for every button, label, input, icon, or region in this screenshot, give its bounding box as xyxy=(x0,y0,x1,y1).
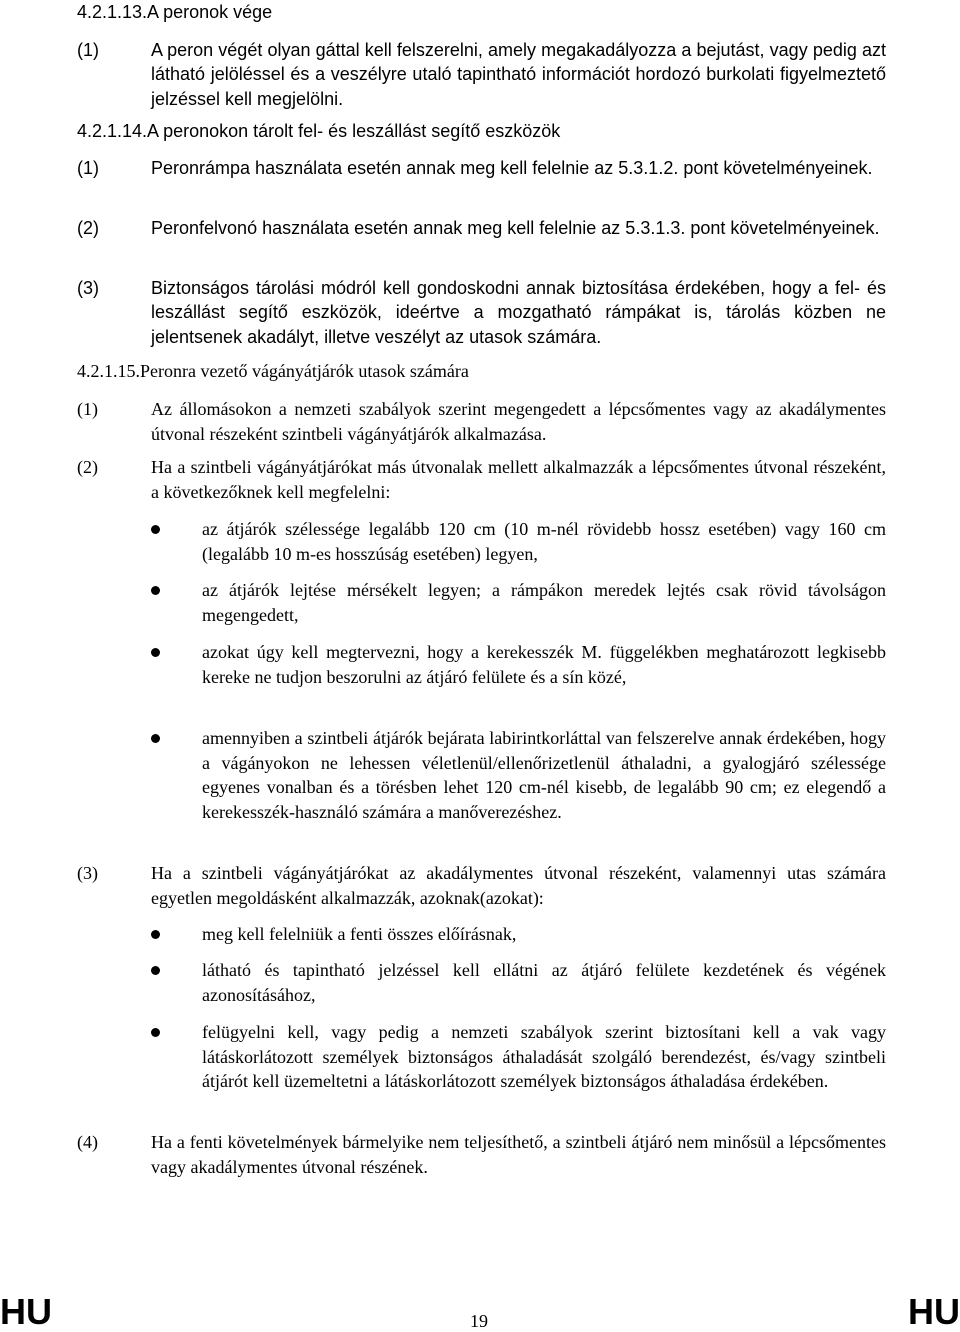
paragraph-number: (3) xyxy=(77,278,99,298)
list-item: amennyiben a szintbeli átjárók bejárata labirintkorláttal van felszerelve annak érdekében, hogy a vágányokon ne lehessen véletlenül/ellenőrizetlenül áthaladni, a gyalogjáró szélessége egyenes vonalban és a törésben lehet 120 cm-nél kisebb, de legalább 90 cm; ez elegendő a kerekesszék-használó számára a manőverezéshez. xyxy=(202,728,886,822)
bullet-icon xyxy=(151,734,160,743)
paragraph-text: Ha a szintbeli vágányátjárókat az akadálymentes útvonal részeként, valamennyi utas számára egyetlen megoldásként alkalmazzák, azoknak(azokat): xyxy=(151,863,886,908)
list-item: azokat úgy kell megtervezni, hogy a kerekesszék M. függelékben meghatározott legkisebb kereke ne tudjon beszorulni az átjáró felülete és a sín közé, xyxy=(202,642,886,687)
paragraph-number: (3) xyxy=(77,863,98,883)
footer-language-mark-right: HU xyxy=(908,1291,960,1332)
paragraph-number: (1) xyxy=(77,399,98,419)
footer-language-mark-left: HU xyxy=(0,1291,52,1332)
paragraph-text: Peronfelvonó használata esetén annak meg kell felelnie az 5.3.1.3. pont követelményeinek. xyxy=(151,218,880,238)
paragraph-number: (1) xyxy=(77,158,99,178)
page-number: 19 xyxy=(470,1311,488,1331)
paragraph-number: (4) xyxy=(77,1132,98,1152)
list-item: látható és tapintható jelzéssel kell ellátni az átjáró felülete kezdetének és végének azonosításához, xyxy=(202,960,886,1005)
section-title-4-2-1-15: 4.2.1.15.Peronra vezető vágányátjárók utasok számára xyxy=(77,361,469,381)
paragraph-number: (2) xyxy=(77,457,98,477)
section-title-4-2-1-14: 4.2.1.14.A peronokon tárolt fel- és leszállást segítő eszközök xyxy=(77,121,561,141)
bullet-icon xyxy=(151,930,160,939)
list-item: az átjárók lejtése mérsékelt legyen; a rámpákon meredek lejtés csak rövid távolságon megengedett, xyxy=(202,580,886,625)
paragraph-text: Biztonságos tárolási módról kell gondoskodni annak biztosítása érdekében, hogy a fel- és leszállást segítő eszközök, ideértve a mozgatható rámpákat is, tárolás közben ne jelentsenek akadályt, illetve veszélyt az utasok számára. xyxy=(151,278,886,347)
paragraph-text: Az állomásokon a nemzeti szabályok szerint megengedett a lépcsőmentes vagy az akadálymentes útvonal részeként szintbeli vágányátjárók alkalmazása. xyxy=(151,399,886,444)
paragraph-text: Ha a fenti követelmények bármelyike nem teljesíthető, a szintbeli átjáró nem minősül a lépcsőmentes vagy akadálymentes útvonal részének. xyxy=(151,1132,886,1177)
bullet-icon xyxy=(151,1028,160,1037)
paragraph-text: Ha a szintbeli vágányátjárókat más útvonalak mellett alkalmazzák a lépcsőmentes útvonal részeként, a következőknek kell megfelelni: xyxy=(151,457,886,502)
bullet-icon xyxy=(151,586,160,595)
list-item: az átjárók szélessége legalább 120 cm (10 m-nél rövidebb hossz esetében) vagy 160 cm (legalább 10 m-es hosszúság esetében) legyen, xyxy=(202,519,886,564)
bullet-icon xyxy=(151,525,160,534)
bullet-icon xyxy=(151,648,160,657)
paragraph-number: (1) xyxy=(77,40,99,60)
list-item: meg kell felelniük a fenti összes előírásnak, xyxy=(202,924,517,944)
bullet-icon xyxy=(151,966,160,975)
section-title-4-2-1-13: 4.2.1.13.A peronok vége xyxy=(77,2,273,22)
paragraph-text: Peronrámpa használata esetén annak meg kell felelnie az 5.3.1.2. pont követelményeinek. xyxy=(151,158,873,178)
paragraph-text: A peron végét olyan gáttal kell felszerelni, amely megakadályozza a bejutást, vagy pedig azt látható jelöléssel és a veszélyre utaló tapintható információt hordozó burkolati figyelmeztető jelzéssel kell megjelölni. xyxy=(151,40,886,109)
list-item: felügyelni kell, vagy pedig a nemzeti szabályok szerint biztosítani kell a vak vagy látáskorlátozott személyek biztonságos áthaladását szolgáló berendezést, és/vagy szintbeli átjárót kell üzemeltetni a látáskorlátozott személyek biztonságos áthaladása érdekében. xyxy=(202,1022,886,1091)
paragraph-number: (2) xyxy=(77,218,99,238)
